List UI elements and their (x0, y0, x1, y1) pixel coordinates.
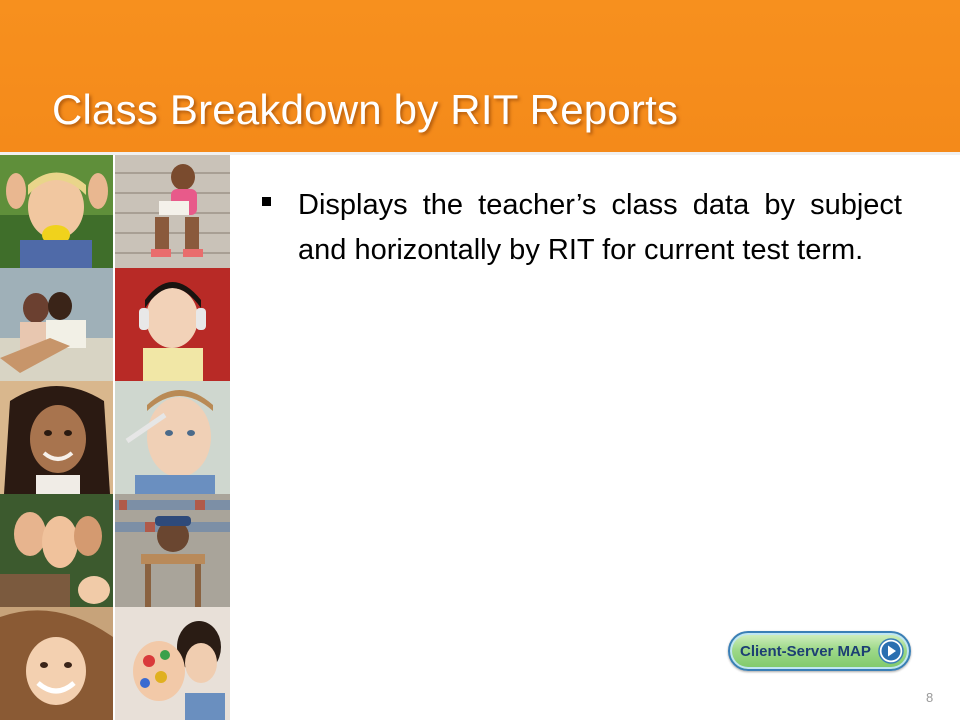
girl-smiling-photo (0, 607, 113, 720)
page-number: 8 (926, 690, 934, 705)
bullet-item (262, 183, 902, 273)
boy-closeup-photo (115, 381, 230, 494)
square-bullet-icon (262, 197, 271, 206)
smiling-girl-photo (0, 381, 113, 494)
boy-at-desk-photo (115, 494, 230, 607)
girls-at-table-photo (0, 268, 113, 381)
play-arrow-icon (878, 638, 904, 664)
photo-collage (0, 155, 230, 720)
raised-hands-photo (0, 494, 113, 607)
painted-hand-photo (115, 607, 230, 720)
slide-body (262, 183, 902, 273)
girl-reading-on-stairs-photo (115, 155, 230, 268)
boy-with-ball-photo (0, 155, 113, 268)
client-server-map-button[interactable] (728, 631, 911, 671)
slide-header (0, 0, 960, 155)
bullet-text: Displays the teacher’s class data by subject and horizontally by RIT for current test term. (298, 189, 902, 266)
client-server-map-label: Client-Server MAP (740, 643, 871, 660)
girl-with-headphones-photo (115, 268, 230, 381)
slide-title: Class Breakdown by RIT Reports (52, 86, 679, 133)
